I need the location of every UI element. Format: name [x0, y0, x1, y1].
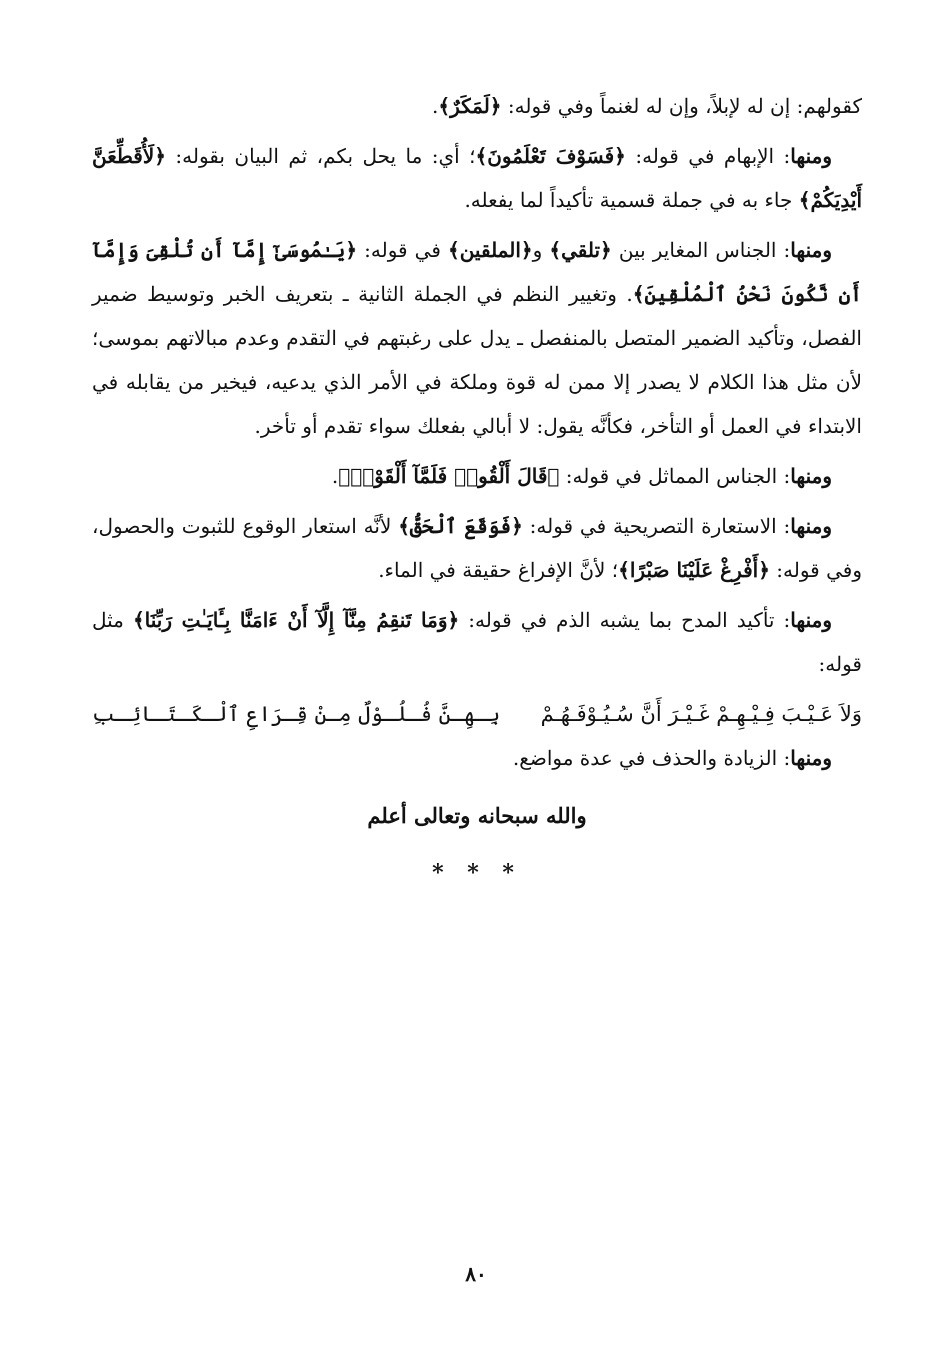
- paragraph-1: [92, 84, 862, 128]
- paragraph-lead: ومنها: [790, 144, 832, 168]
- paragraph-4: [92, 454, 862, 498]
- quran-quote: ﴿لَمَكَرٌ﴾: [438, 94, 502, 118]
- quran-quote: ﴿قَالَ أَلْقُوا۟ فَلَمَّآ أَلْقَوْا۟﴾: [338, 464, 560, 488]
- quran-quote: ﴿تلقي﴾: [549, 238, 612, 262]
- verse-second-hemistich: بِـهِـنَّ فُـلُـوْلٌ مِـنْ قِـرَاعِ ٱلْـكَـتَـائِـبِ: [92, 702, 501, 726]
- paragraph-5: [92, 504, 862, 592]
- quran-quote: ﴿فَوَقَعَ ٱلْحَقُّ﴾: [398, 514, 523, 538]
- paragraph-text: جاء به في جملة قسمية تأكيداً لما يفعله.: [464, 188, 799, 212]
- quran-quote: ﴿يَـٰمُوسَىٰٓ إِمَّآ أَن تُلْقِىَ وَإِمَّآ أَن نَّكُونَ نَحْنُ ٱلْمُلْقِينَ﴾: [92, 238, 863, 306]
- paragraph-text: .: [431, 94, 439, 118]
- quran-quote: ﴿أَفْرِغْ عَلَيْنَا صَبْرًا﴾: [618, 558, 770, 582]
- paragraph-lead: ومنها: [790, 514, 833, 538]
- paragraph-text: مثل قوله:: [92, 608, 862, 676]
- paragraph-text: في قوله:: [357, 238, 448, 262]
- paragraph-text: : الاستعارة التصريحية في قوله:: [522, 514, 791, 538]
- paragraph-2: [92, 134, 862, 222]
- paragraph-text: و: [532, 238, 550, 262]
- section-separator: * * *: [432, 860, 522, 886]
- paragraph-text: لأنَّه استعار الوقوع للثبوت والحصول، وفي قوله:: [92, 514, 862, 582]
- paragraph-7: [92, 736, 862, 780]
- paragraph-text: . وتغيير النظم في الجملة الثانية ـ بتعريف الخبر وتوسيط ضمير الفصل، وتأكيد الضمير المتصل بالمنفصل ـ يدل على رغبتهم في التقدم وعدم مبالاتهم بموسى؛ لأن مثل هذا الكلام لا يصدر إلا ممن له قوة وملكة في الأمر الذي يدعيه، فيخير من يقابله في الابتداء في العمل أو التأخر، فكأنَّه يقول: لا أبالي بفعلك سواء تقدم أو تأخر.: [92, 282, 862, 438]
- paragraph-text: : تأكيد المدح بما يشبه الذم في قوله:: [459, 608, 791, 632]
- paragraph-text: .: [331, 464, 339, 488]
- quran-quote: ﴿لَأُقَطِّعَنَّ أَيْدِيَكُمْ﴾: [92, 144, 862, 212]
- paragraph-lead: ومنها: [790, 608, 832, 632]
- paragraph-lead: ومنها: [790, 746, 832, 770]
- closing-phrase: والله سبحانه وتعالى أعلم: [367, 803, 587, 828]
- paragraph-text: ؛ لأنَّ الإفراغ حقيقة في الماء.: [378, 558, 619, 582]
- quran-quote: ﴿الملقين﴾: [447, 238, 533, 262]
- paragraph-text: كقولهم: إن له لإبلاً، وإن له لغنماً وفي قوله:: [501, 94, 862, 118]
- paragraph-6: [92, 598, 862, 686]
- paragraph-lead: ومنها: [790, 238, 833, 262]
- poetry-verse: [92, 692, 862, 736]
- verse-first-hemistich: وَلاَ عَـيْـبَ فِـيْـهِـمْ غَـيْـرَ أَنَّ سُـيُـوْفَـهُـمْ: [540, 702, 862, 726]
- paragraph-text: : الإبهام في قوله:: [625, 144, 791, 168]
- paragraph-text: : الجناس المغاير بين: [611, 238, 791, 262]
- page-body: [92, 84, 862, 886]
- paragraph-lead: ومنها: [790, 464, 832, 488]
- quran-quote: ﴿وَمَا تَنقِمُ مِنَّآ إِلَّآ أَنْ ءَامَنَّا بِـَٔايَـٰتِ رَبِّنَا﴾: [132, 608, 460, 632]
- paragraph-text: : الجناس المماثل في قوله:: [559, 464, 791, 488]
- paragraph-3: [92, 228, 862, 448]
- page-number: ٨٠: [465, 1262, 487, 1286]
- quran-quote: ﴿فَسَوْفَ تَعْلَمُونَ﴾: [475, 144, 626, 168]
- paragraph-text: ؛ أي: ما يحل بكم، ثم البيان بقوله:: [165, 144, 476, 168]
- paragraph-text: : الزيادة والحذف في عدة مواضع.: [512, 746, 791, 770]
